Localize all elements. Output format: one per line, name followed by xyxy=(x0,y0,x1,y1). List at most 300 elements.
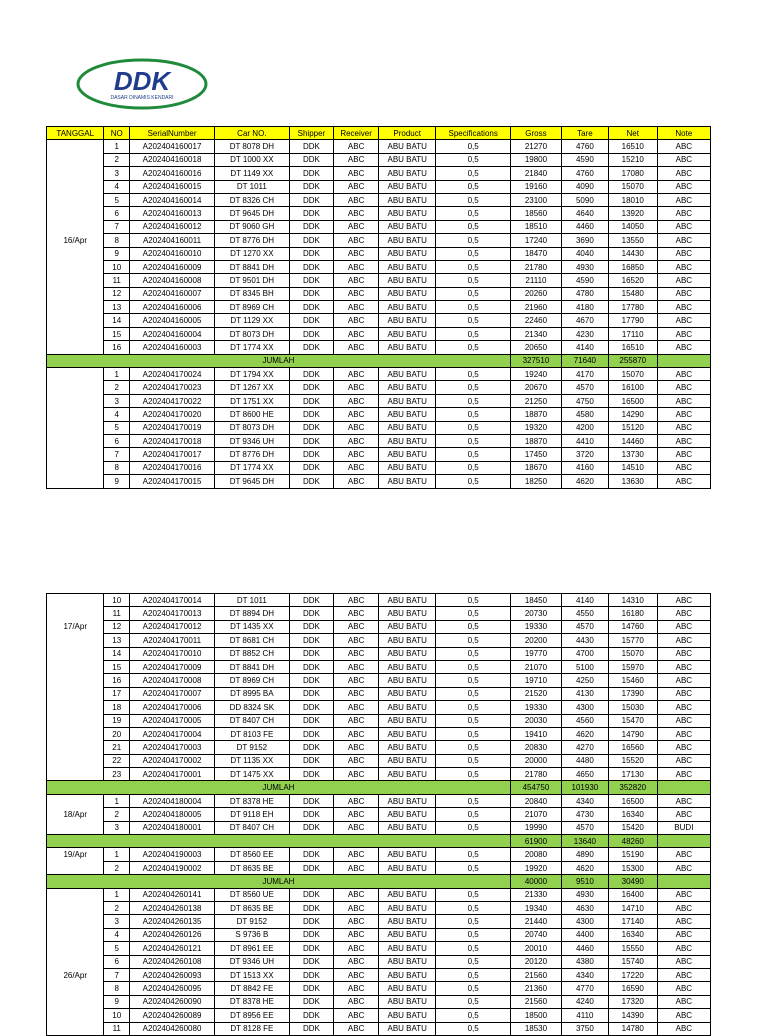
date-cell xyxy=(47,153,104,166)
note-cell: ABC xyxy=(657,381,710,394)
net-cell: 14430 xyxy=(608,247,657,260)
total-row xyxy=(47,835,711,848)
car-no-cell: DD 8324 SK xyxy=(215,701,289,714)
total-tare: 71640 xyxy=(561,354,608,367)
serial-number-cell: A202404170018 xyxy=(129,434,214,447)
serial-number-cell: A202404170008 xyxy=(129,674,214,687)
total-note xyxy=(657,835,710,848)
table-row xyxy=(47,821,711,834)
receiver-cell: ABC xyxy=(334,821,379,834)
shipper-cell: DDK xyxy=(289,995,334,1008)
serial-number-cell: A202404160009 xyxy=(129,260,214,273)
date-cell xyxy=(47,180,104,193)
tare-cell: 4380 xyxy=(561,955,608,968)
receiver-cell: ABC xyxy=(334,234,379,247)
car-no-cell: DT 8995 BA xyxy=(215,687,289,700)
tare-cell: 4480 xyxy=(561,754,608,767)
receiver-cell: ABC xyxy=(334,701,379,714)
note-cell: ABC xyxy=(657,260,710,273)
column-header: Product xyxy=(378,127,435,140)
note-cell: ABC xyxy=(657,768,710,781)
note-cell: ABC xyxy=(657,741,710,754)
net-cell: 16400 xyxy=(608,888,657,901)
specifications-cell: 0,5 xyxy=(436,220,510,233)
serial-number-cell: A202404260138 xyxy=(129,901,214,914)
tare-cell: 4170 xyxy=(561,368,608,381)
note-cell: ABC xyxy=(657,607,710,620)
serial-number-cell: A202404170012 xyxy=(129,620,214,633)
tare-cell: 4270 xyxy=(561,741,608,754)
car-no-cell: DT 9060 GH xyxy=(215,220,289,233)
total-gross: 327510 xyxy=(510,354,561,367)
net-cell: 15460 xyxy=(608,674,657,687)
no-cell: 5 xyxy=(104,193,130,206)
receiver-cell: ABC xyxy=(334,741,379,754)
table-row xyxy=(47,274,711,287)
total-row xyxy=(47,781,711,794)
gross-cell: 18870 xyxy=(510,408,561,421)
note-cell: ABC xyxy=(657,701,710,714)
net-cell: 16850 xyxy=(608,260,657,273)
serial-number-cell: A202404260121 xyxy=(129,942,214,955)
tare-cell: 4630 xyxy=(561,901,608,914)
car-no-cell: DT 8635 BE xyxy=(215,901,289,914)
note-cell: ABC xyxy=(657,848,710,861)
no-cell: 1 xyxy=(104,848,130,861)
gross-cell: 21250 xyxy=(510,394,561,407)
gross-cell: 20740 xyxy=(510,928,561,941)
date-cell xyxy=(47,341,104,354)
net-cell: 16340 xyxy=(608,928,657,941)
shipper-cell: DDK xyxy=(289,247,334,260)
date-cell xyxy=(47,207,104,220)
note-cell: ABC xyxy=(657,220,710,233)
net-cell: 17790 xyxy=(608,314,657,327)
serial-number-cell: A202404190003 xyxy=(129,848,214,861)
note-cell: ABC xyxy=(657,861,710,874)
date-cell xyxy=(47,434,104,447)
table-row xyxy=(47,714,711,727)
gross-cell: 21270 xyxy=(510,140,561,153)
table-row xyxy=(47,968,711,981)
shipper-cell: DDK xyxy=(289,394,334,407)
table-row xyxy=(47,153,711,166)
car-no-cell: DT 1000 XX xyxy=(215,153,289,166)
car-no-cell: DT 8560 EE xyxy=(215,848,289,861)
specifications-cell: 0,5 xyxy=(436,701,510,714)
no-cell: 19 xyxy=(104,714,130,727)
gross-cell: 18560 xyxy=(510,207,561,220)
product-cell: ABU BATU xyxy=(378,153,435,166)
note-cell: ABC xyxy=(657,647,710,660)
date-cell xyxy=(47,821,104,834)
serial-number-cell: A202404260135 xyxy=(129,915,214,928)
shipper-cell: DDK xyxy=(289,848,334,861)
date-cell: 16/Apr xyxy=(47,234,104,247)
receiver-cell: ABC xyxy=(334,153,379,166)
car-no-cell: DT 1774 XX xyxy=(215,461,289,474)
specifications-cell: 0,5 xyxy=(436,153,510,166)
no-cell: 7 xyxy=(104,968,130,981)
no-cell: 2 xyxy=(104,808,130,821)
net-cell: 17130 xyxy=(608,768,657,781)
date-cell xyxy=(47,861,104,874)
receiver-cell: ABC xyxy=(334,341,379,354)
date-cell xyxy=(47,701,104,714)
table-row xyxy=(47,1022,711,1035)
date-cell xyxy=(47,607,104,620)
net-cell: 15120 xyxy=(608,421,657,434)
table-row xyxy=(47,207,711,220)
table-row xyxy=(47,701,711,714)
note-cell: ABC xyxy=(657,341,710,354)
net-cell: 15210 xyxy=(608,153,657,166)
receiver-cell: ABC xyxy=(334,394,379,407)
specifications-cell: 0,5 xyxy=(436,660,510,673)
shipper-cell: DDK xyxy=(289,942,334,955)
total-label: JUMLAH xyxy=(47,354,511,367)
receiver-cell: ABC xyxy=(334,942,379,955)
serial-number-cell: A202404190002 xyxy=(129,861,214,874)
product-cell: ABU BATU xyxy=(378,727,435,740)
column-header: NO xyxy=(104,127,130,140)
tare-cell: 4650 xyxy=(561,768,608,781)
tare-cell: 4580 xyxy=(561,408,608,421)
net-cell: 16340 xyxy=(608,808,657,821)
gross-cell: 20260 xyxy=(510,287,561,300)
date-cell xyxy=(47,140,104,153)
car-no-cell: DT 8128 FE xyxy=(215,1022,289,1035)
gross-cell: 17240 xyxy=(510,234,561,247)
receiver-cell: ABC xyxy=(334,408,379,421)
product-cell: ABU BATU xyxy=(378,260,435,273)
specifications-cell: 0,5 xyxy=(436,287,510,300)
shipper-cell: DDK xyxy=(289,674,334,687)
tare-cell: 4930 xyxy=(561,260,608,273)
gross-cell: 21360 xyxy=(510,982,561,995)
serial-number-cell: A202404260093 xyxy=(129,968,214,981)
serial-number-cell: A202404160016 xyxy=(129,167,214,180)
serial-number-cell: A202404160004 xyxy=(129,327,214,340)
no-cell: 11 xyxy=(104,1022,130,1035)
specifications-cell: 0,5 xyxy=(436,620,510,633)
tare-cell: 4460 xyxy=(561,942,608,955)
receiver-cell: ABC xyxy=(334,955,379,968)
receiver-cell: ABC xyxy=(334,634,379,647)
note-cell: ABC xyxy=(657,475,710,488)
no-cell: 14 xyxy=(104,647,130,660)
car-no-cell: DT 9645 DH xyxy=(215,207,289,220)
shipper-cell: DDK xyxy=(289,220,334,233)
table-row xyxy=(47,260,711,273)
note-cell: ABC xyxy=(657,942,710,955)
no-cell: 1 xyxy=(104,888,130,901)
receiver-cell: ABC xyxy=(334,461,379,474)
car-no-cell: DT 8956 EE xyxy=(215,1009,289,1022)
no-cell: 7 xyxy=(104,448,130,461)
product-cell: ABU BATU xyxy=(378,421,435,434)
total-note xyxy=(657,354,710,367)
table-row xyxy=(47,327,711,340)
net-cell: 16500 xyxy=(608,394,657,407)
specifications-cell: 0,5 xyxy=(436,381,510,394)
serial-number-cell: A202404180001 xyxy=(129,821,214,834)
tare-cell: 4570 xyxy=(561,381,608,394)
serial-number-cell: A202404260080 xyxy=(129,1022,214,1035)
product-cell: ABU BATU xyxy=(378,448,435,461)
column-header: Car NO. xyxy=(215,127,289,140)
note-cell: ABC xyxy=(657,140,710,153)
total-label xyxy=(47,835,511,848)
table-row xyxy=(47,741,711,754)
specifications-cell: 0,5 xyxy=(436,901,510,914)
no-cell: 1 xyxy=(104,140,130,153)
serial-number-cell: A202404170020 xyxy=(129,408,214,421)
shipper-cell: DDK xyxy=(289,475,334,488)
specifications-cell: 0,5 xyxy=(436,982,510,995)
no-cell: 4 xyxy=(104,928,130,941)
shipper-cell: DDK xyxy=(289,207,334,220)
receiver-cell: ABC xyxy=(334,193,379,206)
date-cell xyxy=(47,674,104,687)
shipper-cell: DDK xyxy=(289,687,334,700)
specifications-cell: 0,5 xyxy=(436,714,510,727)
table-row xyxy=(47,368,711,381)
receiver-cell: ABC xyxy=(334,448,379,461)
note-cell: ABC xyxy=(657,408,710,421)
column-header: Specifications xyxy=(436,127,510,140)
receiver-cell: ABC xyxy=(334,368,379,381)
tare-cell: 4300 xyxy=(561,701,608,714)
no-cell: 10 xyxy=(104,260,130,273)
date-cell xyxy=(47,915,104,928)
specifications-cell: 0,5 xyxy=(436,274,510,287)
date-cell xyxy=(47,888,104,901)
date-cell xyxy=(47,741,104,754)
specifications-cell: 0,5 xyxy=(436,408,510,421)
shipper-cell: DDK xyxy=(289,193,334,206)
tare-cell: 4200 xyxy=(561,421,608,434)
note-cell: ABC xyxy=(657,448,710,461)
date-cell xyxy=(47,928,104,941)
no-cell: 8 xyxy=(104,234,130,247)
specifications-cell: 0,5 xyxy=(436,915,510,928)
date-cell xyxy=(47,982,104,995)
tare-cell: 4160 xyxy=(561,461,608,474)
gross-cell: 20670 xyxy=(510,381,561,394)
serial-number-cell: A202404160018 xyxy=(129,153,214,166)
product-cell: ABU BATU xyxy=(378,434,435,447)
shipper-cell: DDK xyxy=(289,1022,334,1035)
shipper-cell: DDK xyxy=(289,901,334,914)
car-no-cell: DT 8078 DH xyxy=(215,140,289,153)
serial-number-cell: A202404170006 xyxy=(129,701,214,714)
tare-cell: 4090 xyxy=(561,180,608,193)
product-cell: ABU BATU xyxy=(378,634,435,647)
product-cell: ABU BATU xyxy=(378,180,435,193)
no-cell: 13 xyxy=(104,634,130,647)
shipper-cell: DDK xyxy=(289,421,334,434)
product-cell: ABU BATU xyxy=(378,915,435,928)
specifications-cell: 0,5 xyxy=(436,995,510,1008)
receiver-cell: ABC xyxy=(334,647,379,660)
specifications-cell: 0,5 xyxy=(436,861,510,874)
gross-cell: 19770 xyxy=(510,647,561,660)
tare-cell: 4590 xyxy=(561,274,608,287)
note-cell: ABC xyxy=(657,955,710,968)
note-cell: ABC xyxy=(657,888,710,901)
total-gross: 454750 xyxy=(510,781,561,794)
serial-number-cell: A202404160014 xyxy=(129,193,214,206)
receiver-cell: ABC xyxy=(334,434,379,447)
note-cell: ABC xyxy=(657,1009,710,1022)
car-no-cell: DT 8635 BE xyxy=(215,861,289,874)
note-cell: ABC xyxy=(657,915,710,928)
specifications-cell: 0,5 xyxy=(436,888,510,901)
receiver-cell: ABC xyxy=(334,475,379,488)
no-cell: 3 xyxy=(104,915,130,928)
date-cell xyxy=(47,768,104,781)
receiver-cell: ABC xyxy=(334,620,379,633)
date-cell: 19/Apr xyxy=(47,848,104,861)
shipper-cell: DDK xyxy=(289,448,334,461)
column-header: Shipper xyxy=(289,127,334,140)
serial-number-cell: A202404260126 xyxy=(129,928,214,941)
no-cell: 14 xyxy=(104,314,130,327)
shipper-cell: DDK xyxy=(289,167,334,180)
tare-cell: 4140 xyxy=(561,341,608,354)
logo-tagline: DASAR DINAMIS KENDARI xyxy=(110,95,174,101)
gross-cell: 23100 xyxy=(510,193,561,206)
note-cell: ABC xyxy=(657,901,710,914)
serial-number-cell: A202404160011 xyxy=(129,234,214,247)
car-no-cell: DT 9346 UH xyxy=(215,434,289,447)
car-no-cell: DT 8969 CH xyxy=(215,301,289,314)
tare-cell: 4140 xyxy=(561,594,608,607)
specifications-cell: 0,5 xyxy=(436,687,510,700)
gross-cell: 22460 xyxy=(510,314,561,327)
specifications-cell: 0,5 xyxy=(436,341,510,354)
date-cell xyxy=(47,327,104,340)
serial-number-cell: A202404160006 xyxy=(129,301,214,314)
note-cell: ABC xyxy=(657,368,710,381)
date-cell xyxy=(47,368,104,381)
product-cell: ABU BATU xyxy=(378,674,435,687)
tare-cell: 4180 xyxy=(561,301,608,314)
no-cell: 15 xyxy=(104,660,130,673)
shipper-cell: DDK xyxy=(289,594,334,607)
shipper-cell: DDK xyxy=(289,1009,334,1022)
date-cell xyxy=(47,381,104,394)
column-header: TANGGAL xyxy=(47,127,104,140)
date-cell xyxy=(47,634,104,647)
product-cell: ABU BATU xyxy=(378,955,435,968)
serial-number-cell: A202404170019 xyxy=(129,421,214,434)
shipper-cell: DDK xyxy=(289,741,334,754)
shipper-cell: DDK xyxy=(289,968,334,981)
logo-text: DDK xyxy=(113,66,171,96)
car-no-cell: DT 9346 UH xyxy=(215,955,289,968)
net-cell: 17320 xyxy=(608,995,657,1008)
no-cell: 11 xyxy=(104,607,130,620)
date-cell xyxy=(47,594,104,607)
gross-cell: 21780 xyxy=(510,768,561,781)
table-row xyxy=(47,167,711,180)
shipper-cell: DDK xyxy=(289,861,334,874)
product-cell: ABU BATU xyxy=(378,234,435,247)
table-row xyxy=(47,982,711,995)
receiver-cell: ABC xyxy=(334,968,379,981)
table-row xyxy=(47,647,711,660)
date-cell xyxy=(47,448,104,461)
shipper-cell: DDK xyxy=(289,634,334,647)
net-cell: 13730 xyxy=(608,448,657,461)
no-cell: 4 xyxy=(104,180,130,193)
serial-number-cell: A202404160013 xyxy=(129,207,214,220)
table-row xyxy=(47,794,711,807)
column-header: SerialNumber xyxy=(129,127,214,140)
specifications-cell: 0,5 xyxy=(436,848,510,861)
net-cell: 15970 xyxy=(608,660,657,673)
total-gross: 40000 xyxy=(510,875,561,888)
tare-cell: 4670 xyxy=(561,314,608,327)
net-cell: 15480 xyxy=(608,287,657,300)
gross-cell: 18500 xyxy=(510,1009,561,1022)
serial-number-cell: A202404160008 xyxy=(129,274,214,287)
car-no-cell: DT 8969 CH xyxy=(215,674,289,687)
gross-cell: 21110 xyxy=(510,274,561,287)
shipper-cell: DDK xyxy=(289,794,334,807)
date-cell xyxy=(47,955,104,968)
note-cell: ABC xyxy=(657,660,710,673)
shipper-cell: DDK xyxy=(289,327,334,340)
receiver-cell: ABC xyxy=(334,982,379,995)
no-cell: 1 xyxy=(104,368,130,381)
product-cell: ABU BATU xyxy=(378,475,435,488)
shipper-cell: DDK xyxy=(289,955,334,968)
car-no-cell: DT 1751 XX xyxy=(215,394,289,407)
note-cell: ABC xyxy=(657,153,710,166)
serial-number-cell: A202404170011 xyxy=(129,634,214,647)
specifications-cell: 0,5 xyxy=(436,234,510,247)
date-cell xyxy=(47,193,104,206)
serial-number-cell: A202404170023 xyxy=(129,381,214,394)
table-row xyxy=(47,928,711,941)
note-cell: ABC xyxy=(657,714,710,727)
table-row xyxy=(47,942,711,955)
product-cell: ABU BATU xyxy=(378,594,435,607)
net-cell: 16520 xyxy=(608,274,657,287)
note-cell: ABC xyxy=(657,434,710,447)
product-cell: ABU BATU xyxy=(378,995,435,1008)
note-cell: ABC xyxy=(657,794,710,807)
serial-number-cell: A202404160010 xyxy=(129,247,214,260)
net-cell: 14790 xyxy=(608,727,657,740)
tare-cell: 4340 xyxy=(561,794,608,807)
net-cell: 15300 xyxy=(608,861,657,874)
note-cell: ABC xyxy=(657,634,710,647)
serial-number-cell: A202404160005 xyxy=(129,314,214,327)
net-cell: 16500 xyxy=(608,794,657,807)
net-cell: 16590 xyxy=(608,982,657,995)
table-row xyxy=(47,247,711,260)
column-header: Tare xyxy=(561,127,608,140)
product-cell: ABU BATU xyxy=(378,220,435,233)
serial-number-cell: A202404170013 xyxy=(129,607,214,620)
specifications-cell: 0,5 xyxy=(436,727,510,740)
car-no-cell: DT 1011 xyxy=(215,594,289,607)
gross-cell: 20830 xyxy=(510,741,561,754)
